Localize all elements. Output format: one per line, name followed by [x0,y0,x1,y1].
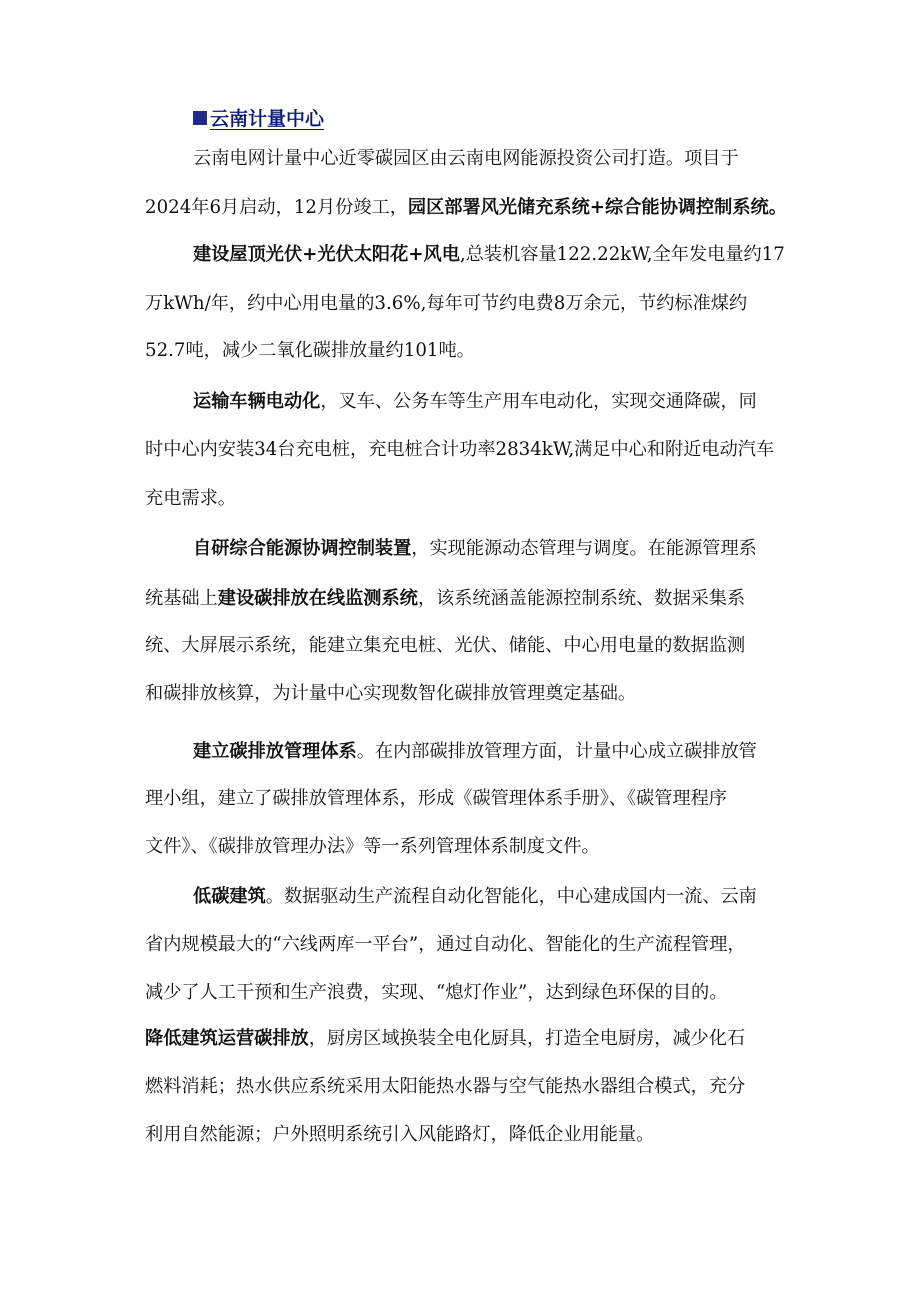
text-run: 。在内部碳排放管理方面，计量中心成立碳排放管 [356,741,757,762]
text-run: 统基础上 [145,588,218,609]
text-line [193,393,757,411]
text-line [145,490,236,508]
text-run: 52.7吨，减少二氧化碳排放量约101吨。 [145,340,475,361]
text-line [145,1030,745,1048]
text-run: 理小组，建立了碳排放管理体系，形成《碳管理体系手册》、《碳管理程序 [145,788,727,809]
text-run: 燃料消耗；热水供应系统采用太阳能热水器与空气能热水器组合模式，充分 [145,1076,746,1097]
text-line [145,838,600,856]
text-run: 统、大屏展示系统，能建立集充电桩、光伏、储能、中心用电量的数据监测 [145,635,746,656]
bold-text: 自研综合能源协调控制装置 [193,538,412,559]
text-line [193,150,739,168]
bold-text: 降低建筑运营碳排放 [145,1028,309,1049]
text-line [145,790,727,808]
bold-text: 低碳建筑 [193,886,266,907]
bold-text: 园区部署风光储充系统+综合能协调控制系统。 [407,197,787,218]
text-line [145,199,787,217]
text-line [145,342,475,360]
text-run: 减少了人工干预和生产浪费，实现、“熄灯作业”，达到绿色环保的目的。 [145,982,728,1003]
bold-text: 建设屋顶光伏+光伏太阳花+风电 [193,244,460,265]
text-run: ,总装机容量122.22kW,全年发电量约17 [459,244,785,265]
text-run: 利用自然能源；户外照明系统引入风能路灯，降低企业用能量。 [145,1124,655,1145]
text-line [193,540,757,558]
text-run: 万kWh/年，约中心用电量的3.6%,每年可节约电费8万余元，节约标准煤约 [145,293,748,314]
text-run: 和碳排放核算，为计量中心实现数智化碳排放管理奠定基础。 [145,683,637,704]
text-run: 文件》、《碳排放管理办法》等一系列管理体系制度文件。 [145,836,600,857]
text-line [193,246,785,264]
text-run: 时中心内安装34台充电桩，充电桩合计功率2834kW,满足中心和附近电动汽车 [145,439,775,460]
section-heading-text: 云南计量中心 [210,108,325,130]
text-line [193,888,757,906]
bold-text: 建设碳排放在线监测系统 [217,588,418,609]
text-line [145,1078,745,1096]
bold-text: 运输车辆电动化 [193,391,321,412]
section-heading [193,104,324,131]
text-run: 云南电网计量中心近零碳园区由云南电网能源投资公司打造。项目于 [193,148,739,169]
bold-text: 建立碳排放管理体系 [193,741,357,762]
text-run: 充电需求。 [145,488,236,509]
text-line [145,984,727,1002]
text-line [145,1126,654,1144]
text-line [145,637,745,655]
text-run: 。数据驱动生产流程自动化智能化，中心建成国内一流、云南 [265,886,757,907]
square-bullet-icon [193,111,207,125]
text-line [145,295,747,313]
text-run: ，厨房区域换装全电化厨具，打造全电厨房，减少化石 [308,1028,746,1049]
text-run: ，叉车、公务车等生产用车电动化，实现交通降碳，同 [320,391,757,412]
text-line [145,590,745,608]
text-run: 2024年6月启动，12月份竣工， [145,197,408,218]
text-line [145,685,636,703]
text-line [145,936,746,954]
text-line [193,743,757,761]
text-run: ，该系统涵盖能源控制系统、数据采集系 [417,588,746,609]
text-run: ，实现能源动态管理与调度。在能源管理系 [411,538,757,559]
text-line [145,441,774,459]
text-run: 省内规模最大的“六线两库一平台”，通过自动化、智能化的生产流程管理， [145,934,746,955]
